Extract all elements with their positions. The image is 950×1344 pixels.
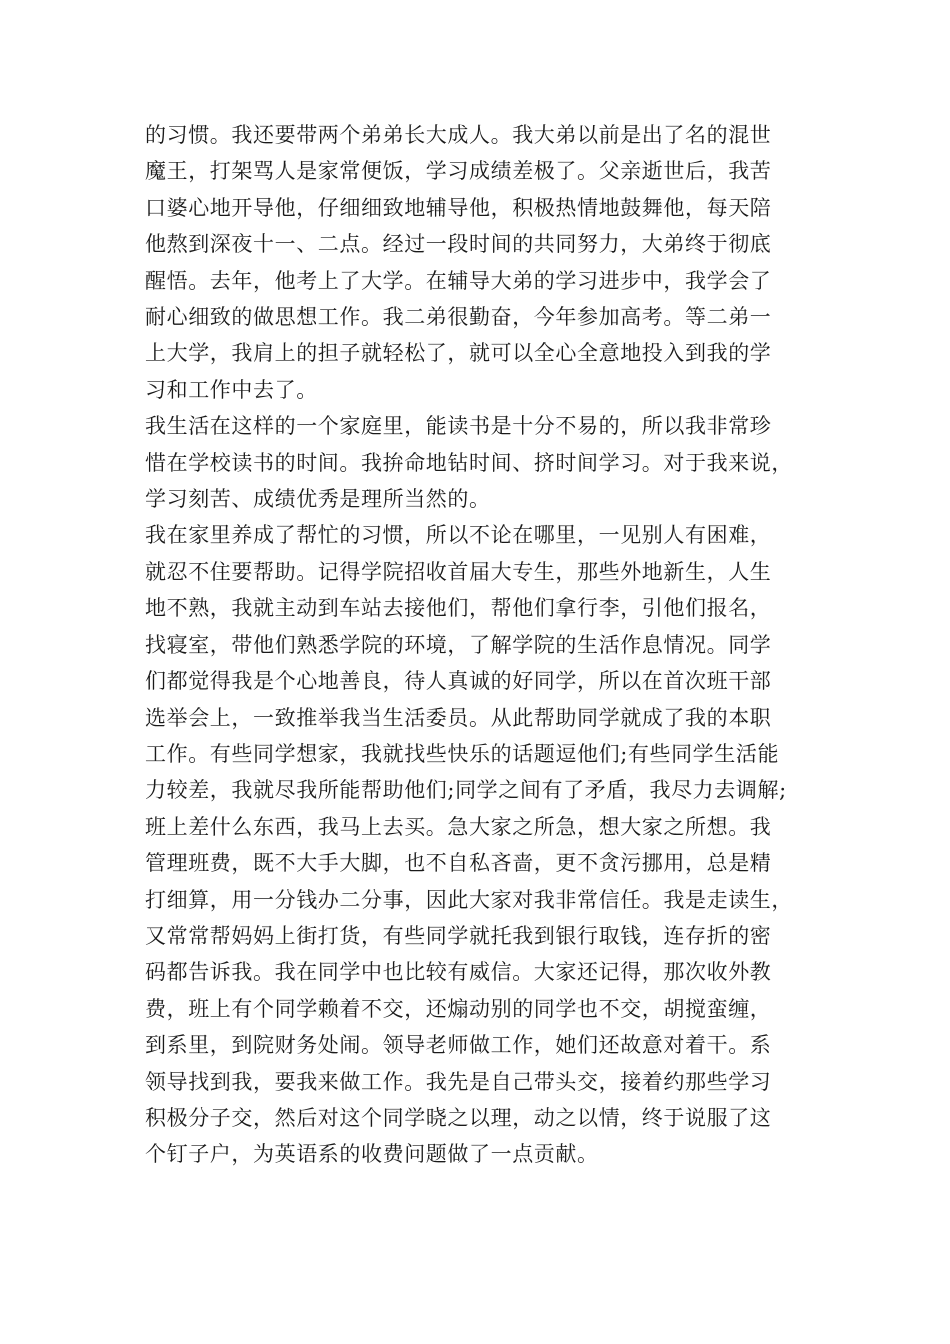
paragraph-study: 我生活在这样的一个家庭里，能读书是十分不易的，所以我非常珍 惜在学校读书的时间。我拚命地钻时间、挤时间学习。对于我来说， 学习刻苦、成绩优秀是理所当然的。 xyxy=(145,414,793,512)
paragraph-family: 的习惯。我还要带两个弟弟长大成人。我大弟以前是出了名的混世 魔王，打架骂人是家常便饭，学习成绩差极了。父亲逝世后，我苦 口婆心地开导他，仔细细致地辅导他，积极热情地鼓舞他，每天陪 他熬到深夜十一、二点。经过一段时间的共同努力，大弟终于彻底 醒悟。去年，他考上了大学。在辅导大弟的学习进步中，我学会了 耐心细致的做思想工作。我二弟很勤奋，今年参加高考。等二弟一 上大学，我肩上的担子就轻松了，就可以全心全意地投入到我的学 习和工作中去了。 xyxy=(145,123,772,402)
document-body xyxy=(145,117,809,1173)
paragraph-helping: 我在家里养成了帮忙的习惯，所以不论在哪里，一见别人有困难， 就忍不住要帮助。记得学院招收首届大专生，那些外地新生，人生 地不熟，我就主动到车站去接他们，帮他们拿行李，引他们报名， 找寝室，带他们熟悉学院的环境，了解学院的生活作息情况。同学 们都觉得我是个心地善良，待人真诚的好同学，所以在首次班干部 选举会上，一致推举我当生活委员。从此帮助同学就成了我的本职 工作。有些同学想家，我就找些快乐的话题逗他们;有些同学生活能 力较差，我就尽我所能帮助他们;同学之间有了矛盾，我尽力去调解; 班上差什么东西，我马上去买。急大家之所急，想大家之所想。我 管理班费，既不大手大脚，也不自私吝啬，更不贪污挪用，总是精 打细算，用一分钱办二分事，因此大家对我非常信任。我是走读生， 又常常帮妈妈上街打货，有些同学就托我到银行取钱，连存折的密 码都告诉我。我在同学中也比较有威信。大家还记得，那次收外教 费，班上有个同学赖着不交，还煽动别的同学也不交，胡搅蛮缠， 到系里，到院财务处闹。领导老师做工作，她们还故意对着干。系 领导找到我，要我来做工作。我先是自己带头交，接着约那些学习 积极分子交，然后对这个同学晓之以理，动之以情，终于说服了这 个钉子户，为英语系的收费问题做了一点贡献。 xyxy=(145,523,793,1167)
